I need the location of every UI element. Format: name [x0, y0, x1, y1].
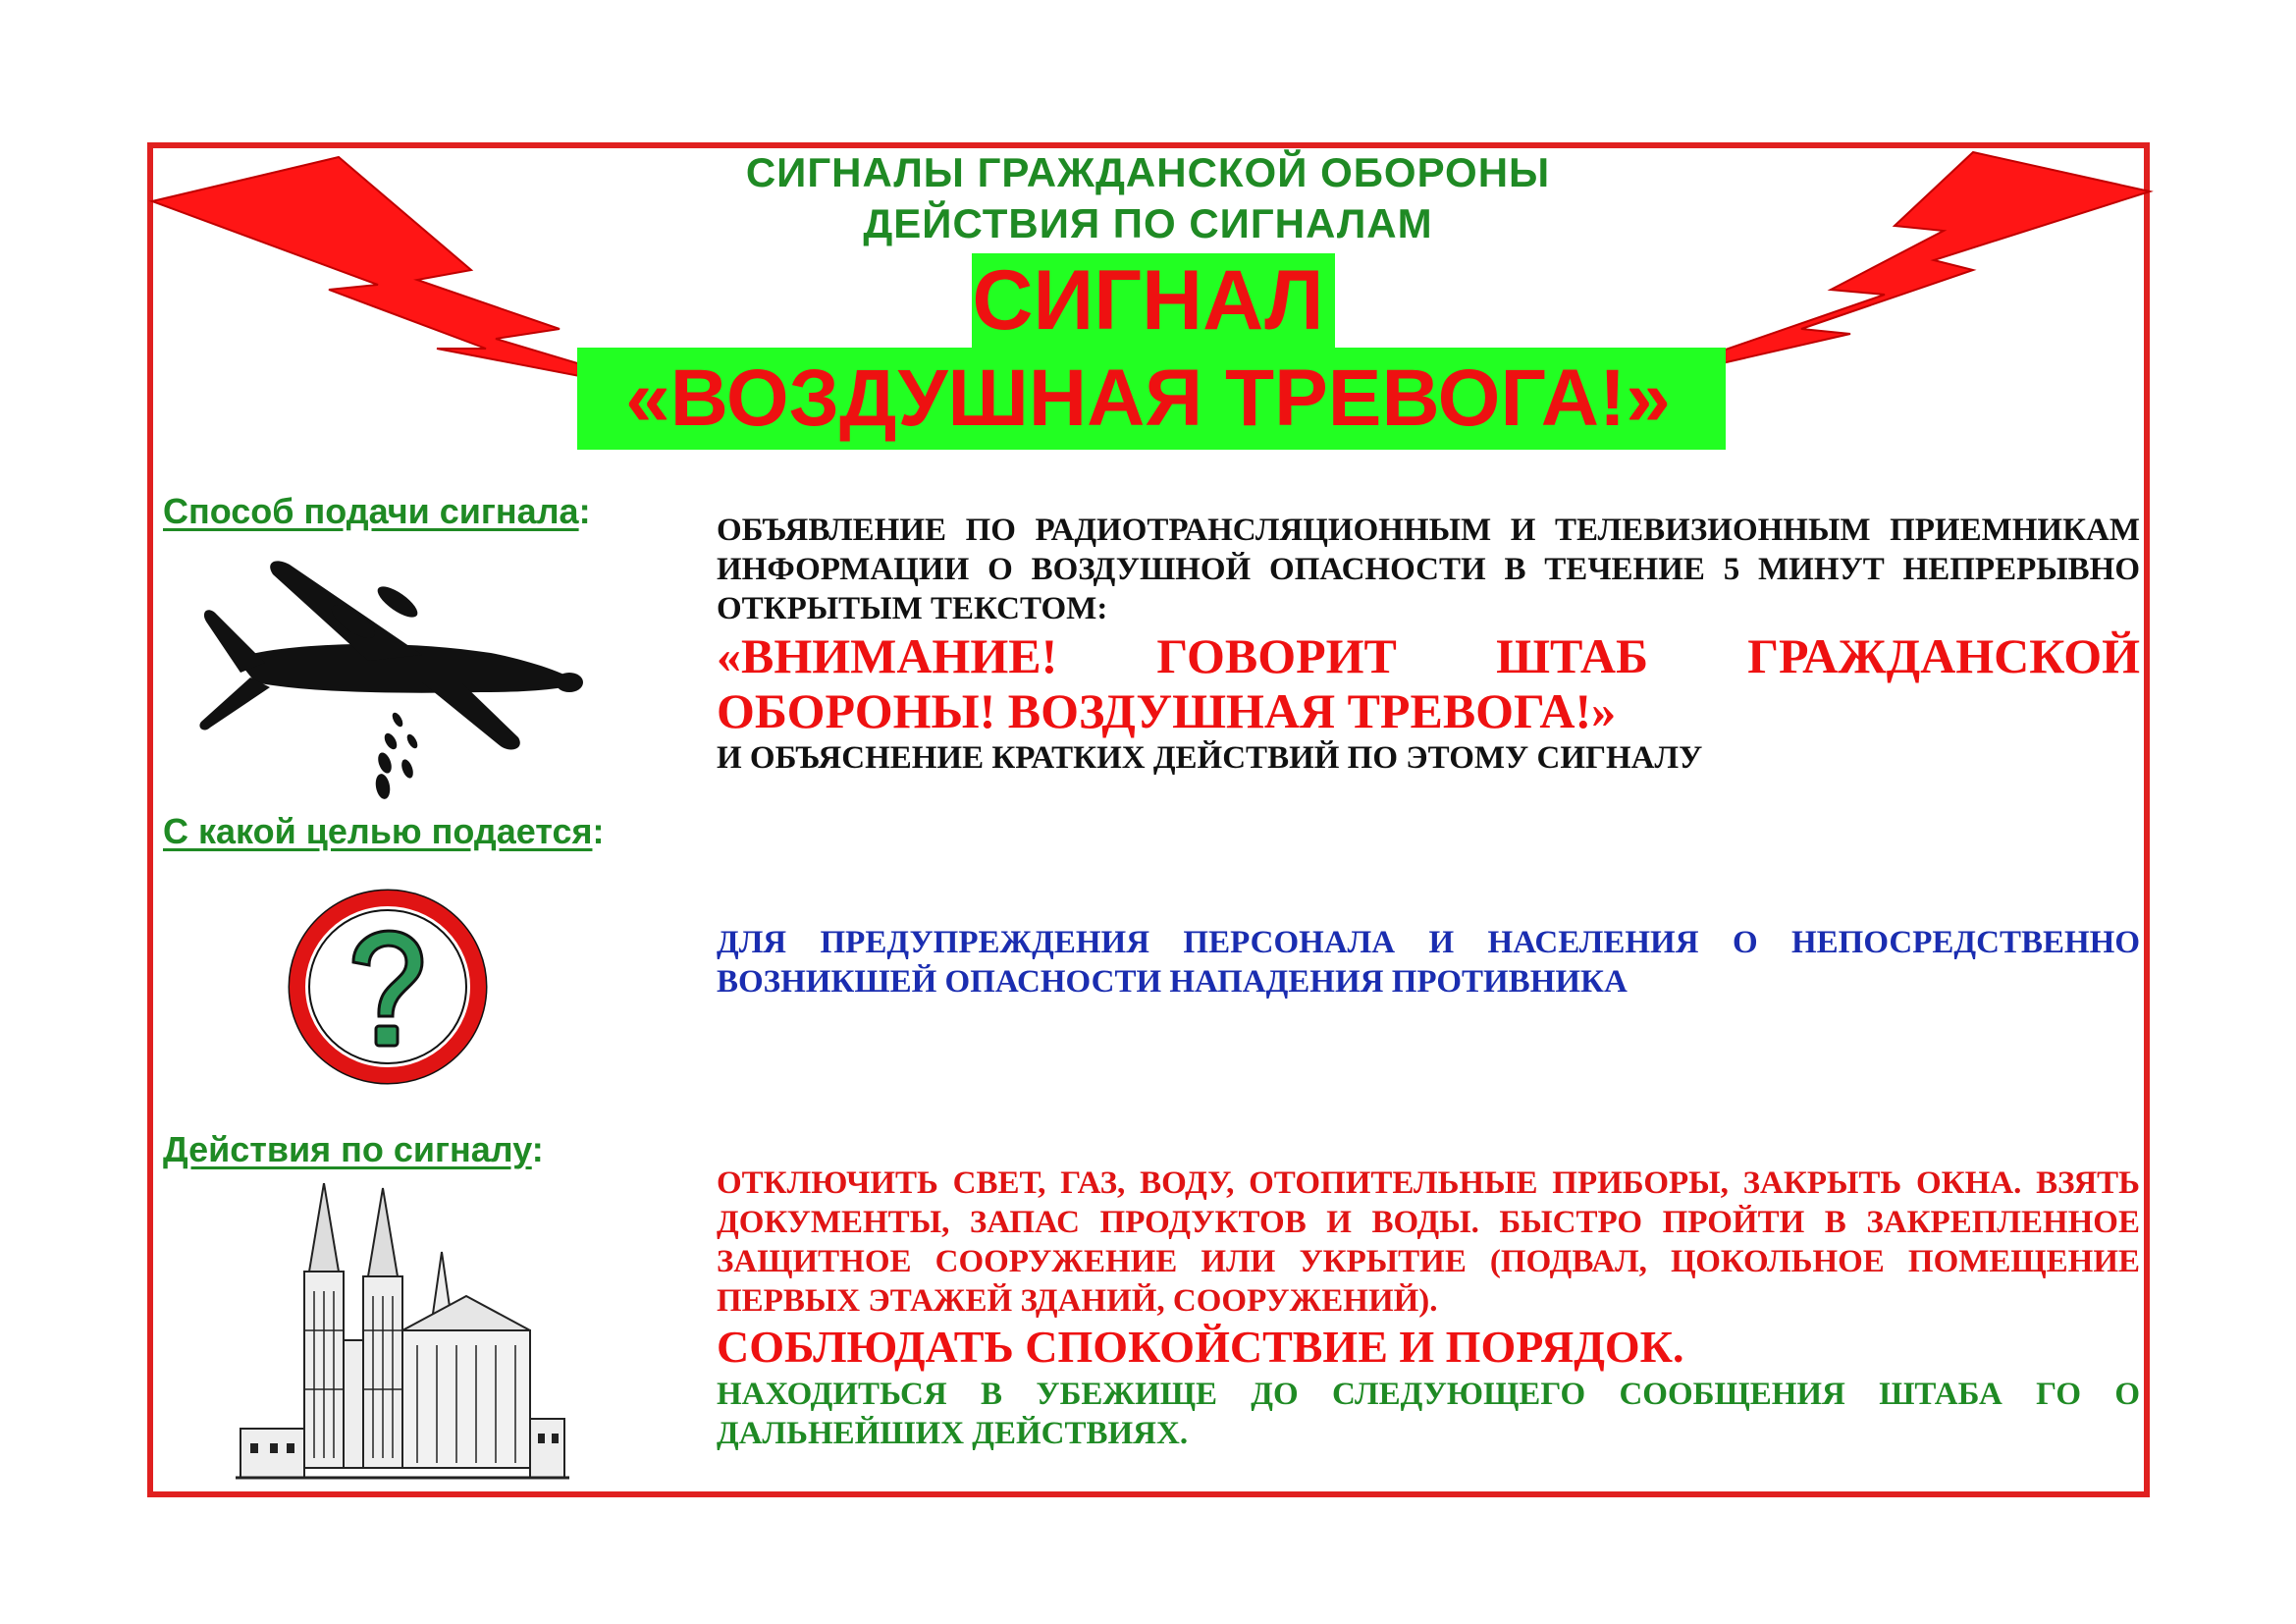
method-label — [163, 491, 591, 532]
purpose-label-suffix: : — [592, 811, 605, 851]
purpose-label — [163, 811, 604, 852]
actions-label-suffix: : — [531, 1129, 544, 1169]
actions-label-text: Действия по сигналу — [163, 1129, 532, 1169]
actions-text-tail: НАХОДИТЬСЯ В УБЕЖИЩЕ ДО СЛЕДУЮЩЕГО СООБЩЕНИЯ ШТАБА ГО О ДАЛЬНЕЙШИХ ДЕЙСТВИЯХ. — [717, 1377, 2140, 1451]
signal-name: «ВОЗДУШНАЯ ТРЕВОГА!» — [625, 353, 1671, 443]
header-title-line2: ДЕЙСТВИЯ ПО СИГНАЛАМ — [863, 200, 1433, 246]
question-mark-icon — [275, 879, 501, 1095]
header-title-line1: СИГНАЛЫ ГРАЖДАНСКОЙ ОБОРОНЫ — [745, 149, 1551, 195]
signal-word: СИГНАЛ — [972, 253, 1324, 348]
actions-emphasis: СОБЛЮДАТЬ СПОКОЙСТВИЕ И ПОРЯДОК. — [717, 1322, 1684, 1372]
announcement-text: «ВНИМАНИЕ! ГОВОРИТ ШТАБ ГРАЖДАНСКОЙ ОБОРОНЫ! ВОЗДУШНАЯ ТРЕВОГА!» — [717, 628, 2140, 738]
actions-label — [163, 1129, 544, 1170]
method-label-suffix: : — [578, 491, 591, 531]
cathedral-icon — [236, 1183, 569, 1483]
method-text-tail: И ОБЪЯСНЕНИЕ КРАТКИХ ДЕЙСТВИЙ ПО ЭТОМУ СИГНАЛУ — [717, 740, 1703, 776]
bomber-plane-icon — [196, 545, 589, 800]
method-label-text: Способ подачи сигнала — [163, 491, 579, 531]
purpose-text: ДЛЯ ПРЕДУПРЕЖДЕНИЯ ПЕРСОНАЛА И НАСЕЛЕНИЯ О НЕПОСРЕДСТВЕННО ВОЗНИКШЕЙ ОПАСНОСТИ НАПАДЕНИЯ ПРОТИВНИКА — [717, 925, 2140, 1000]
method-text: ОБЪЯВЛЕНИЕ ПО РАДИОТРАНСЛЯЦИОННЫМ И ТЕЛЕВИЗИОННЫМ ПРИЕМНИКАМ ИНФОРМАЦИИ О ВОЗДУШНОЙ ОПАСНОСТИ В ТЕЧЕНИЕ 5 МИНУТ НЕПРЕРЫВНО ОТКРЫТЫМ ТЕКСТОМ: — [717, 513, 2140, 626]
purpose-label-text: С какой целью подается — [163, 811, 593, 851]
actions-text: ОТКЛЮЧИТЬ СВЕТ, ГАЗ, ВОДУ, ОТОПИТЕЛЬНЫЕ ПРИБОРЫ, ЗАКРЫТЬ ОКНА. ВЗЯТЬ ДОКУМЕНТЫ, ЗАПАС ПРОДУКТОВ И ВОДЫ. БЫСТРО ПРОЙТИ В ЗАКРЕПЛЕННОЕ ЗАЩИТНОЕ СООРУЖЕНИЕ ИЛИ УКРЫТИЕ (ПОДВАЛ, ЦОКОЛЬНОЕ ПОМЕЩЕНИЕ ПЕРВЫХ ЭТАЖЕЙ ЗДАНИЙ, СООРУЖЕНИЙ). — [717, 1165, 2140, 1319]
